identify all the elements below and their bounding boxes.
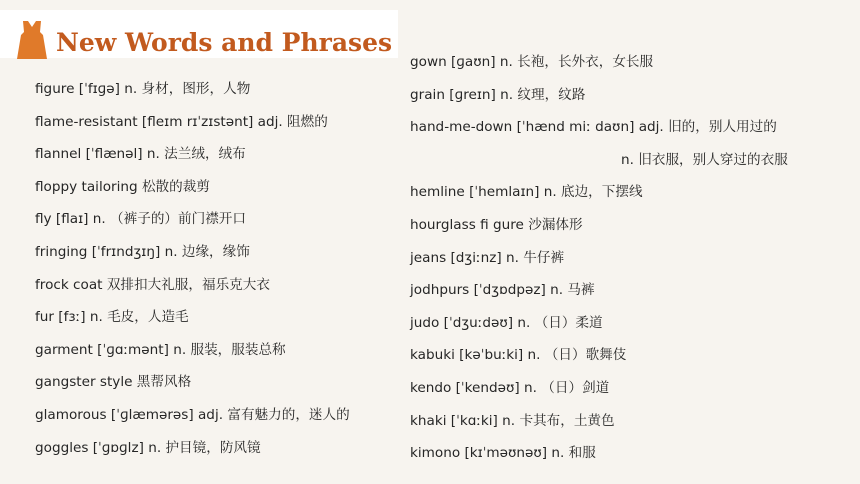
list-item: kimono [kɪˈməʊnəʊ] n. 和服: [410, 445, 596, 462]
list-item: gown [ɡaʊn] n. 长袍，长外衣，女长服: [410, 54, 654, 70]
list-item: khaki [ˈkɑːki] n. 卡其布，土黄色: [410, 412, 615, 429]
list-item: flame-resistant [fleɪm rɪˈzɪstənt] adj. 阻燃的: [35, 113, 328, 130]
list-item: figure [ˈfɪɡə] n. 身材，图形，人物: [35, 81, 251, 97]
list-item: jodhpurs [ˈdʒɒdpəz] n. 马裤: [410, 282, 595, 299]
list-item: floppy tailoring 松散的裁剪: [35, 178, 210, 195]
title-bar: [0, 10, 398, 58]
list-item: hourglass fi gure 沙漏体形: [410, 216, 583, 233]
list-item: judo [ˈdʒuːdəʊ] n. （日）柔道: [410, 314, 603, 331]
list-item: glamorous [ˈɡlæmərəs] adj. 富有魅力的，迷人的: [35, 406, 350, 423]
right-vocabulary-list: [410, 46, 788, 470]
left-vocabulary-list: [35, 73, 350, 464]
list-item: frock coat 双排扣大礼服，福乐克大衣: [35, 276, 270, 293]
list-item: kendo [ˈkendəʊ] n. （日）剑道: [410, 379, 610, 396]
page-title: New Words and Phrases: [56, 28, 393, 57]
list-item: grain [ɡreɪn] n. 纹理，纹路: [410, 86, 586, 103]
list-item: flannel [ˈflænəl] n. 法兰绒，绒布: [35, 146, 246, 163]
list-item: goggles [ˈɡɒɡlz] n. 护目镜，防风镜: [35, 439, 261, 456]
list-item: garment [ˈɡɑːmənt] n. 服装，服装总称: [35, 341, 286, 358]
dress-icon: [16, 20, 48, 60]
list-item: fur [fɜː] n. 毛皮，人造毛: [35, 309, 189, 326]
list-item: fly [flaɪ] n. （裤子的）前门襟开口: [35, 211, 246, 228]
list-item: kabuki [kəˈbuːki] n. （日）歌舞伎: [410, 347, 627, 364]
list-item: hand-me-down [ˈhænd miː daʊn] adj. 旧的，别人用过的: [410, 119, 777, 136]
list-item: fringing [ˈfrɪndʒɪŋ] n. 边缘，缘饰: [35, 243, 250, 260]
list-item: hemline [ˈhemlaɪn] n. 底边，下摆线: [410, 184, 643, 201]
list-item-continuation: n. 旧衣服，别人穿过的衣服: [621, 151, 788, 168]
list-item: gangster style 黑帮风格: [35, 374, 192, 391]
list-item: jeans [dʒiːnz] n. 牛仔裤: [410, 249, 565, 266]
